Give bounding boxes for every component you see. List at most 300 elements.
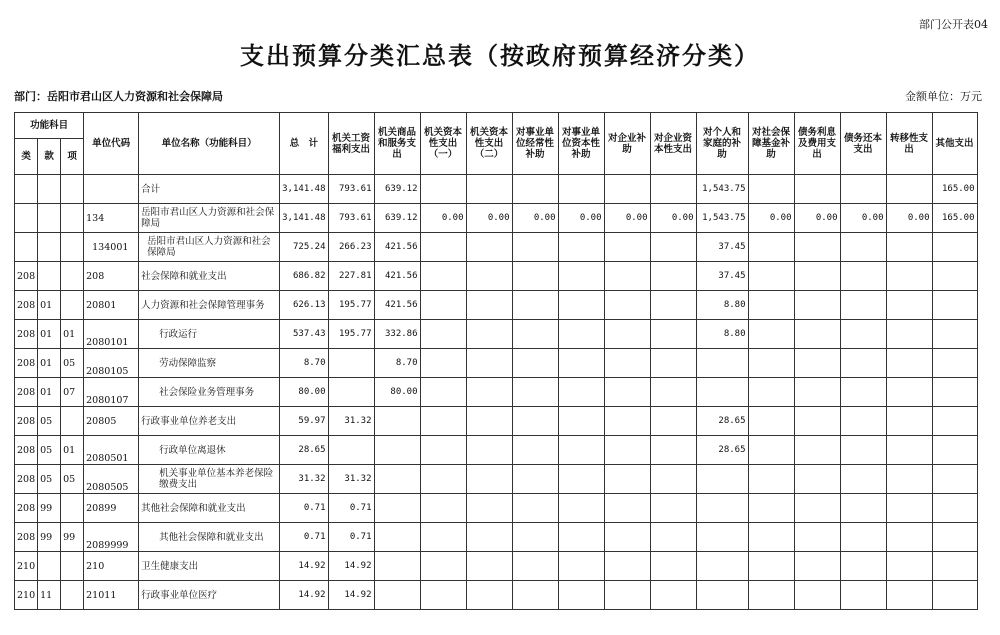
cell-total: 626.13	[280, 291, 328, 320]
cell-lei: 208	[15, 378, 38, 407]
cell-c11	[794, 436, 840, 465]
cell-c13	[886, 523, 932, 552]
cell-c5	[512, 291, 558, 320]
cell-unit-code: 134	[84, 204, 139, 233]
cell-c6	[558, 465, 604, 494]
cell-unit-name: 行政单位离退休	[139, 436, 280, 465]
cell-c6	[558, 581, 604, 610]
header-c2: 机关商品和服务支出	[374, 113, 420, 175]
cell-c12	[840, 523, 886, 552]
cell-c9	[696, 523, 748, 552]
cell-c11	[794, 552, 840, 581]
cell-c3	[420, 407, 466, 436]
header-xiang: 项	[61, 139, 84, 175]
header-c12: 债务还本支出	[840, 113, 886, 175]
cell-c3	[420, 349, 466, 378]
header-c8: 对企业资本性支出	[650, 113, 696, 175]
cell-c6	[558, 494, 604, 523]
cell-c12	[840, 378, 886, 407]
cell-c6	[558, 552, 604, 581]
cell-unit-name: 岳阳市君山区人力资源和社会保障局	[139, 204, 280, 233]
cell-c9: 1,543.75	[696, 204, 748, 233]
cell-c1	[328, 436, 374, 465]
budget-table	[14, 112, 978, 610]
cell-c5	[512, 494, 558, 523]
cell-c7	[604, 233, 650, 262]
cell-c8	[650, 349, 696, 378]
cell-c1: 793.61	[328, 204, 374, 233]
cell-xiang	[61, 262, 84, 291]
cell-c9: 28.65	[696, 436, 748, 465]
cell-c13	[886, 349, 932, 378]
cell-lei: 208	[15, 436, 38, 465]
cell-c11	[794, 494, 840, 523]
cell-kuan	[38, 233, 61, 262]
cell-c4	[466, 581, 512, 610]
cell-c14	[932, 378, 977, 407]
cell-c9	[696, 581, 748, 610]
cell-c8	[650, 233, 696, 262]
cell-c10	[748, 233, 794, 262]
table-row	[15, 494, 978, 523]
cell-xiang	[61, 291, 84, 320]
cell-c10	[748, 262, 794, 291]
cell-c12: 0.00	[840, 204, 886, 233]
header-c14: 其他支出	[932, 113, 977, 175]
cell-c13	[886, 175, 932, 204]
cell-kuan: 01	[38, 320, 61, 349]
cell-lei	[15, 233, 38, 262]
header-lei: 类	[15, 139, 38, 175]
cell-c9: 1,543.75	[696, 175, 748, 204]
cell-c3	[420, 494, 466, 523]
cell-c11	[794, 349, 840, 378]
cell-c12	[840, 349, 886, 378]
cell-c2	[374, 581, 420, 610]
cell-xiang: 01	[61, 320, 84, 349]
cell-c10	[748, 291, 794, 320]
cell-c2	[374, 465, 420, 494]
cell-c2	[374, 523, 420, 552]
cell-c13	[886, 291, 932, 320]
cell-c9: 8.80	[696, 291, 748, 320]
cell-c12	[840, 407, 886, 436]
cell-lei: 210	[15, 552, 38, 581]
cell-lei	[15, 175, 38, 204]
cell-unit-code: 20805	[84, 407, 139, 436]
cell-c4	[466, 320, 512, 349]
cell-total: 0.71	[280, 494, 328, 523]
cell-c8	[650, 465, 696, 494]
header-c1: 机关工资福利支出	[328, 113, 374, 175]
cell-c4	[466, 233, 512, 262]
cell-c10	[748, 465, 794, 494]
cell-c14	[932, 349, 977, 378]
cell-c13: 0.00	[886, 204, 932, 233]
table-row	[15, 407, 978, 436]
cell-c14	[932, 552, 977, 581]
cell-unit-name: 其他社会保障和就业支出	[139, 494, 280, 523]
cell-xiang	[61, 552, 84, 581]
cell-c9	[696, 494, 748, 523]
cell-lei: 208	[15, 349, 38, 378]
cell-c13	[886, 320, 932, 349]
cell-c3	[420, 552, 466, 581]
cell-kuan: 01	[38, 349, 61, 378]
cell-lei	[15, 204, 38, 233]
cell-c10: 0.00	[748, 204, 794, 233]
cell-xiang	[61, 233, 84, 262]
cell-c5	[512, 436, 558, 465]
cell-unit-name: 卫生健康支出	[139, 552, 280, 581]
cell-c4	[466, 349, 512, 378]
cell-c7	[604, 320, 650, 349]
cell-kuan: 99	[38, 523, 61, 552]
cell-c2: 8.70	[374, 349, 420, 378]
cell-c13	[886, 494, 932, 523]
cell-c8	[650, 436, 696, 465]
header-unit-name: 单位名称（功能科目）	[139, 113, 280, 175]
cell-c4	[466, 175, 512, 204]
cell-c6	[558, 175, 604, 204]
cell-total: 14.92	[280, 581, 328, 610]
cell-unit-name: 人力资源和社会保障管理事务	[139, 291, 280, 320]
table-row	[15, 436, 978, 465]
cell-c3	[420, 465, 466, 494]
cell-c3: 0.00	[420, 204, 466, 233]
cell-kuan: 05	[38, 465, 61, 494]
cell-kuan: 01	[38, 378, 61, 407]
table-row	[15, 523, 978, 552]
cell-c14	[932, 320, 977, 349]
cell-c1: 266.23	[328, 233, 374, 262]
cell-c12	[840, 581, 886, 610]
cell-c4: 0.00	[466, 204, 512, 233]
cell-total: 28.65	[280, 436, 328, 465]
cell-c3	[420, 436, 466, 465]
cell-unit-code: 2080505	[84, 465, 139, 494]
cell-c7	[604, 175, 650, 204]
cell-unit-code	[84, 175, 139, 204]
cell-c1: 195.77	[328, 291, 374, 320]
cell-c5	[512, 581, 558, 610]
cell-c7	[604, 436, 650, 465]
cell-c2: 639.12	[374, 204, 420, 233]
cell-c7	[604, 378, 650, 407]
header-c3: 机关资本性支出（一）	[420, 113, 466, 175]
cell-c1: 793.61	[328, 175, 374, 204]
cell-c2: 639.12	[374, 175, 420, 204]
cell-c6	[558, 436, 604, 465]
cell-lei: 208	[15, 320, 38, 349]
table-body	[15, 175, 978, 610]
cell-c6	[558, 233, 604, 262]
cell-total: 8.70	[280, 349, 328, 378]
cell-c7	[604, 407, 650, 436]
cell-unit-code: 21011	[84, 581, 139, 610]
cell-c12	[840, 465, 886, 494]
cell-c13	[886, 436, 932, 465]
cell-c11	[794, 407, 840, 436]
cell-c9	[696, 465, 748, 494]
table-row	[15, 262, 978, 291]
page-title: 支出预算分类汇总表（按政府预算经济分类）	[240, 41, 760, 70]
cell-unit-code: 134001	[84, 233, 139, 262]
cell-unit-code: 2089999	[84, 523, 139, 552]
form-number: 部门公开表04	[919, 18, 988, 31]
cell-c1	[328, 349, 374, 378]
cell-c7	[604, 581, 650, 610]
cell-c4	[466, 523, 512, 552]
cell-xiang: 07	[61, 378, 84, 407]
cell-c12	[840, 320, 886, 349]
cell-unit-code: 2080107	[84, 378, 139, 407]
cell-c7	[604, 262, 650, 291]
cell-c4	[466, 465, 512, 494]
cell-c8	[650, 378, 696, 407]
cell-c11	[794, 581, 840, 610]
cell-c11	[794, 262, 840, 291]
cell-c5: 0.00	[512, 204, 558, 233]
cell-unit-name: 合计	[139, 175, 280, 204]
cell-c11	[794, 465, 840, 494]
cell-c11	[794, 233, 840, 262]
cell-c1: 0.71	[328, 494, 374, 523]
cell-c12	[840, 436, 886, 465]
cell-c5	[512, 175, 558, 204]
cell-c10	[748, 494, 794, 523]
cell-c1: 227.81	[328, 262, 374, 291]
cell-c14	[932, 581, 977, 610]
cell-c12	[840, 291, 886, 320]
cell-c8	[650, 407, 696, 436]
cell-c14	[932, 262, 977, 291]
cell-c2: 332.86	[374, 320, 420, 349]
cell-total: 3,141.48	[280, 204, 328, 233]
cell-c11: 0.00	[794, 204, 840, 233]
cell-kuan: 01	[38, 291, 61, 320]
cell-c14	[932, 494, 977, 523]
cell-c1: 14.92	[328, 581, 374, 610]
cell-c10	[748, 523, 794, 552]
cell-c10	[748, 349, 794, 378]
cell-c3	[420, 581, 466, 610]
header-c10: 对社会保障基金补助	[748, 113, 794, 175]
cell-c13	[886, 581, 932, 610]
cell-lei: 208	[15, 291, 38, 320]
table-row	[15, 291, 978, 320]
header-func-subject: 功能科目	[15, 113, 84, 139]
cell-unit-name: 机关事业单位基本养老保险缴费支出	[139, 465, 280, 494]
cell-c11	[794, 320, 840, 349]
cell-c2	[374, 436, 420, 465]
cell-c8	[650, 320, 696, 349]
cell-c12	[840, 262, 886, 291]
cell-c9: 37.45	[696, 233, 748, 262]
cell-c1: 0.71	[328, 523, 374, 552]
cell-c1: 31.32	[328, 407, 374, 436]
amount-unit-label: 金额单位：万元	[905, 90, 982, 103]
cell-c8	[650, 291, 696, 320]
cell-unit-name: 社会保险业务管理事务	[139, 378, 280, 407]
cell-total: 31.32	[280, 465, 328, 494]
cell-unit-name: 行政事业单位养老支出	[139, 407, 280, 436]
cell-xiang: 99	[61, 523, 84, 552]
cell-c3	[420, 233, 466, 262]
table-row	[15, 349, 978, 378]
cell-c2	[374, 494, 420, 523]
cell-c14	[932, 436, 977, 465]
cell-c11	[794, 291, 840, 320]
cell-kuan: 05	[38, 436, 61, 465]
cell-c10	[748, 581, 794, 610]
cell-c5	[512, 262, 558, 291]
cell-c14	[932, 233, 977, 262]
cell-c14	[932, 407, 977, 436]
cell-xiang	[61, 407, 84, 436]
cell-xiang	[61, 494, 84, 523]
cell-c10	[748, 378, 794, 407]
cell-c3	[420, 378, 466, 407]
cell-c3	[420, 262, 466, 291]
cell-c2: 421.56	[374, 233, 420, 262]
cell-c14	[932, 291, 977, 320]
cell-xiang: 01	[61, 436, 84, 465]
cell-c14	[932, 465, 977, 494]
table-row	[15, 233, 978, 262]
header-kuan: 款	[38, 139, 61, 175]
cell-c11	[794, 378, 840, 407]
cell-c14: 165.00	[932, 175, 977, 204]
cell-lei: 208	[15, 494, 38, 523]
cell-kuan	[38, 262, 61, 291]
cell-c7	[604, 465, 650, 494]
header-unit-code: 单位代码	[84, 113, 139, 175]
cell-xiang	[61, 204, 84, 233]
cell-c6	[558, 523, 604, 552]
cell-c4	[466, 262, 512, 291]
cell-c8: 0.00	[650, 204, 696, 233]
cell-unit-name: 行政运行	[139, 320, 280, 349]
cell-unit-name: 行政事业单位医疗	[139, 581, 280, 610]
cell-lei: 210	[15, 581, 38, 610]
cell-unit-name: 社会保障和就业支出	[139, 262, 280, 291]
cell-c7	[604, 523, 650, 552]
cell-c10	[748, 552, 794, 581]
cell-c5	[512, 465, 558, 494]
cell-c10	[748, 175, 794, 204]
cell-xiang: 05	[61, 465, 84, 494]
cell-c5	[512, 320, 558, 349]
cell-c6	[558, 291, 604, 320]
cell-lei: 208	[15, 523, 38, 552]
cell-c5	[512, 552, 558, 581]
cell-c7: 0.00	[604, 204, 650, 233]
cell-c6	[558, 378, 604, 407]
cell-c12	[840, 552, 886, 581]
cell-c6	[558, 320, 604, 349]
cell-c4	[466, 291, 512, 320]
cell-kuan: 11	[38, 581, 61, 610]
cell-c5	[512, 378, 558, 407]
cell-c13	[886, 407, 932, 436]
cell-c12	[840, 175, 886, 204]
cell-c6: 0.00	[558, 204, 604, 233]
cell-xiang: 05	[61, 349, 84, 378]
cell-c4	[466, 552, 512, 581]
cell-c7	[604, 291, 650, 320]
header-c6: 对事业单位资本性补助	[558, 113, 604, 175]
cell-c6	[558, 262, 604, 291]
cell-c13	[886, 262, 932, 291]
cell-unit-code: 208	[84, 262, 139, 291]
cell-c10	[748, 436, 794, 465]
cell-c12	[840, 494, 886, 523]
cell-c2: 421.56	[374, 262, 420, 291]
table-row	[15, 465, 978, 494]
header-c5: 对事业单位经常性补助	[512, 113, 558, 175]
cell-kuan	[38, 175, 61, 204]
cell-c1	[328, 378, 374, 407]
table-row	[15, 175, 978, 204]
cell-c7	[604, 494, 650, 523]
cell-kuan	[38, 552, 61, 581]
cell-unit-name: 劳动保障监察	[139, 349, 280, 378]
cell-c14	[932, 523, 977, 552]
table-row	[15, 378, 978, 407]
cell-c5	[512, 349, 558, 378]
cell-c3	[420, 320, 466, 349]
cell-c1: 31.32	[328, 465, 374, 494]
table-header	[15, 113, 978, 175]
cell-c12	[840, 233, 886, 262]
cell-kuan: 99	[38, 494, 61, 523]
cell-c13	[886, 233, 932, 262]
header-c11: 债务利息及费用支出	[794, 113, 840, 175]
header-total: 总 计	[280, 113, 328, 175]
cell-c7	[604, 552, 650, 581]
cell-total: 59.97	[280, 407, 328, 436]
cell-c11	[794, 523, 840, 552]
cell-lei: 208	[15, 407, 38, 436]
cell-c4	[466, 494, 512, 523]
cell-c9	[696, 349, 748, 378]
cell-total: 0.71	[280, 523, 328, 552]
cell-xiang	[61, 581, 84, 610]
table-row	[15, 581, 978, 610]
cell-c9: 8.80	[696, 320, 748, 349]
cell-c2: 80.00	[374, 378, 420, 407]
cell-c14: 165.00	[932, 204, 977, 233]
cell-unit-code: 2080101	[84, 320, 139, 349]
cell-c3	[420, 523, 466, 552]
cell-c2	[374, 552, 420, 581]
cell-c13	[886, 552, 932, 581]
cell-c5	[512, 523, 558, 552]
cell-c2	[374, 407, 420, 436]
cell-total: 725.24	[280, 233, 328, 262]
cell-kuan	[38, 204, 61, 233]
header-c13: 转移性支出	[886, 113, 932, 175]
cell-lei: 208	[15, 465, 38, 494]
cell-c8	[650, 581, 696, 610]
cell-c6	[558, 349, 604, 378]
cell-total: 14.92	[280, 552, 328, 581]
cell-lei: 208	[15, 262, 38, 291]
cell-c9	[696, 552, 748, 581]
cell-c1: 14.92	[328, 552, 374, 581]
cell-unit-code: 2080105	[84, 349, 139, 378]
